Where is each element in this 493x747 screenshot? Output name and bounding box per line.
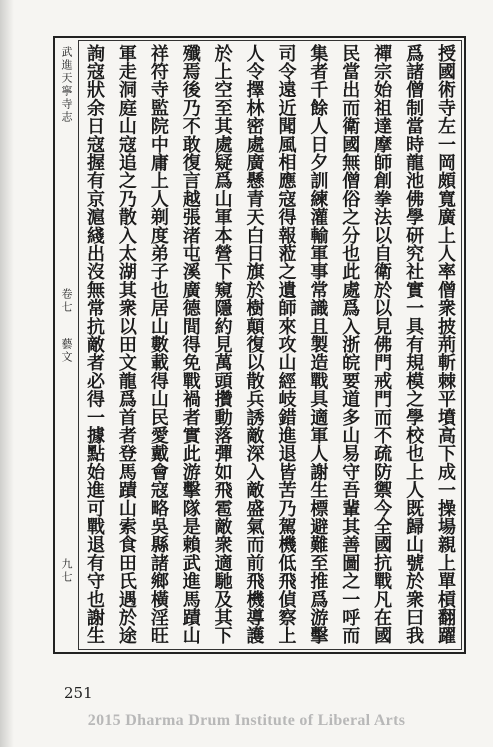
text-column: 軍走洞庭山寇追之乃散入太湖其衆以田文龍爲首者登馬蹟山索食田氏遇於途 [115,44,137,645]
text-column: 爲諸僧制當時龍池佛學研究社實一具有規模之學校也上人既歸山號於衆曰我 [403,44,425,645]
text-column: 詢寇狀余日寇握有京滬綫出沒無常抗敵者必得一據點始進可戰退有守也謝生 [84,44,105,645]
text-column: 於上空至其處疑爲山軍本營下窺隱約見萬頭攢動落彈如飛雹敵衆適馳及其下 [211,44,233,645]
text-column: 司令遠近聞風相應寇得報蒞之遺師來攻山經岐錯進退皆苦乃駕機低飛偵察上 [275,44,297,645]
binding-shadow [0,0,14,747]
book-title: 武進天寧寺志 [60,46,73,124]
page-number: 251 [64,684,93,702]
text-columns [80,44,460,648]
text-column: 祥符寺監院中庸上人剃度弟子也居山數載得山民愛戴會寇略吳縣諸鄉橫淫旺 [147,44,169,645]
text-column: 民當出而衛國無僧俗之分也此處爲入浙皖要道多山易守吾輩其善圖之一呼而 [339,44,361,645]
volume-label: 卷七 [60,288,73,314]
text-column: 授國術寺左一岡頗寬廣上人率僧衆披荊斬棘平墳高下成一操場親上單槓翻躍 [434,44,456,645]
text-column: 人令擇林密處廣懸青天白日旗於樹顛復以散兵誘敵深入敵盛氣而前飛機導護 [243,44,265,645]
text-column: 殲焉後乃不敢復言越張渚屯溪廣德間得免戰禍者實此游擊隊是賴武進馬蹟山 [179,44,201,645]
section-label: 藝文 [60,338,73,364]
folio-number: 九七 [60,558,73,584]
text-column: 禪宗始祖達摩師創拳法以自衛於以見佛門戒門而不疏防禦今全國抗戰凡在國 [371,44,393,645]
margin-strip [55,38,77,652]
watermark: 2015 Dharma Drum Institute of Liberal Arts [87,712,406,729]
text-column: 集者千餘人日夕訓練灌輸軍事常識且製造戰具適軍人謝生標避難至推爲游擊 [307,44,329,645]
